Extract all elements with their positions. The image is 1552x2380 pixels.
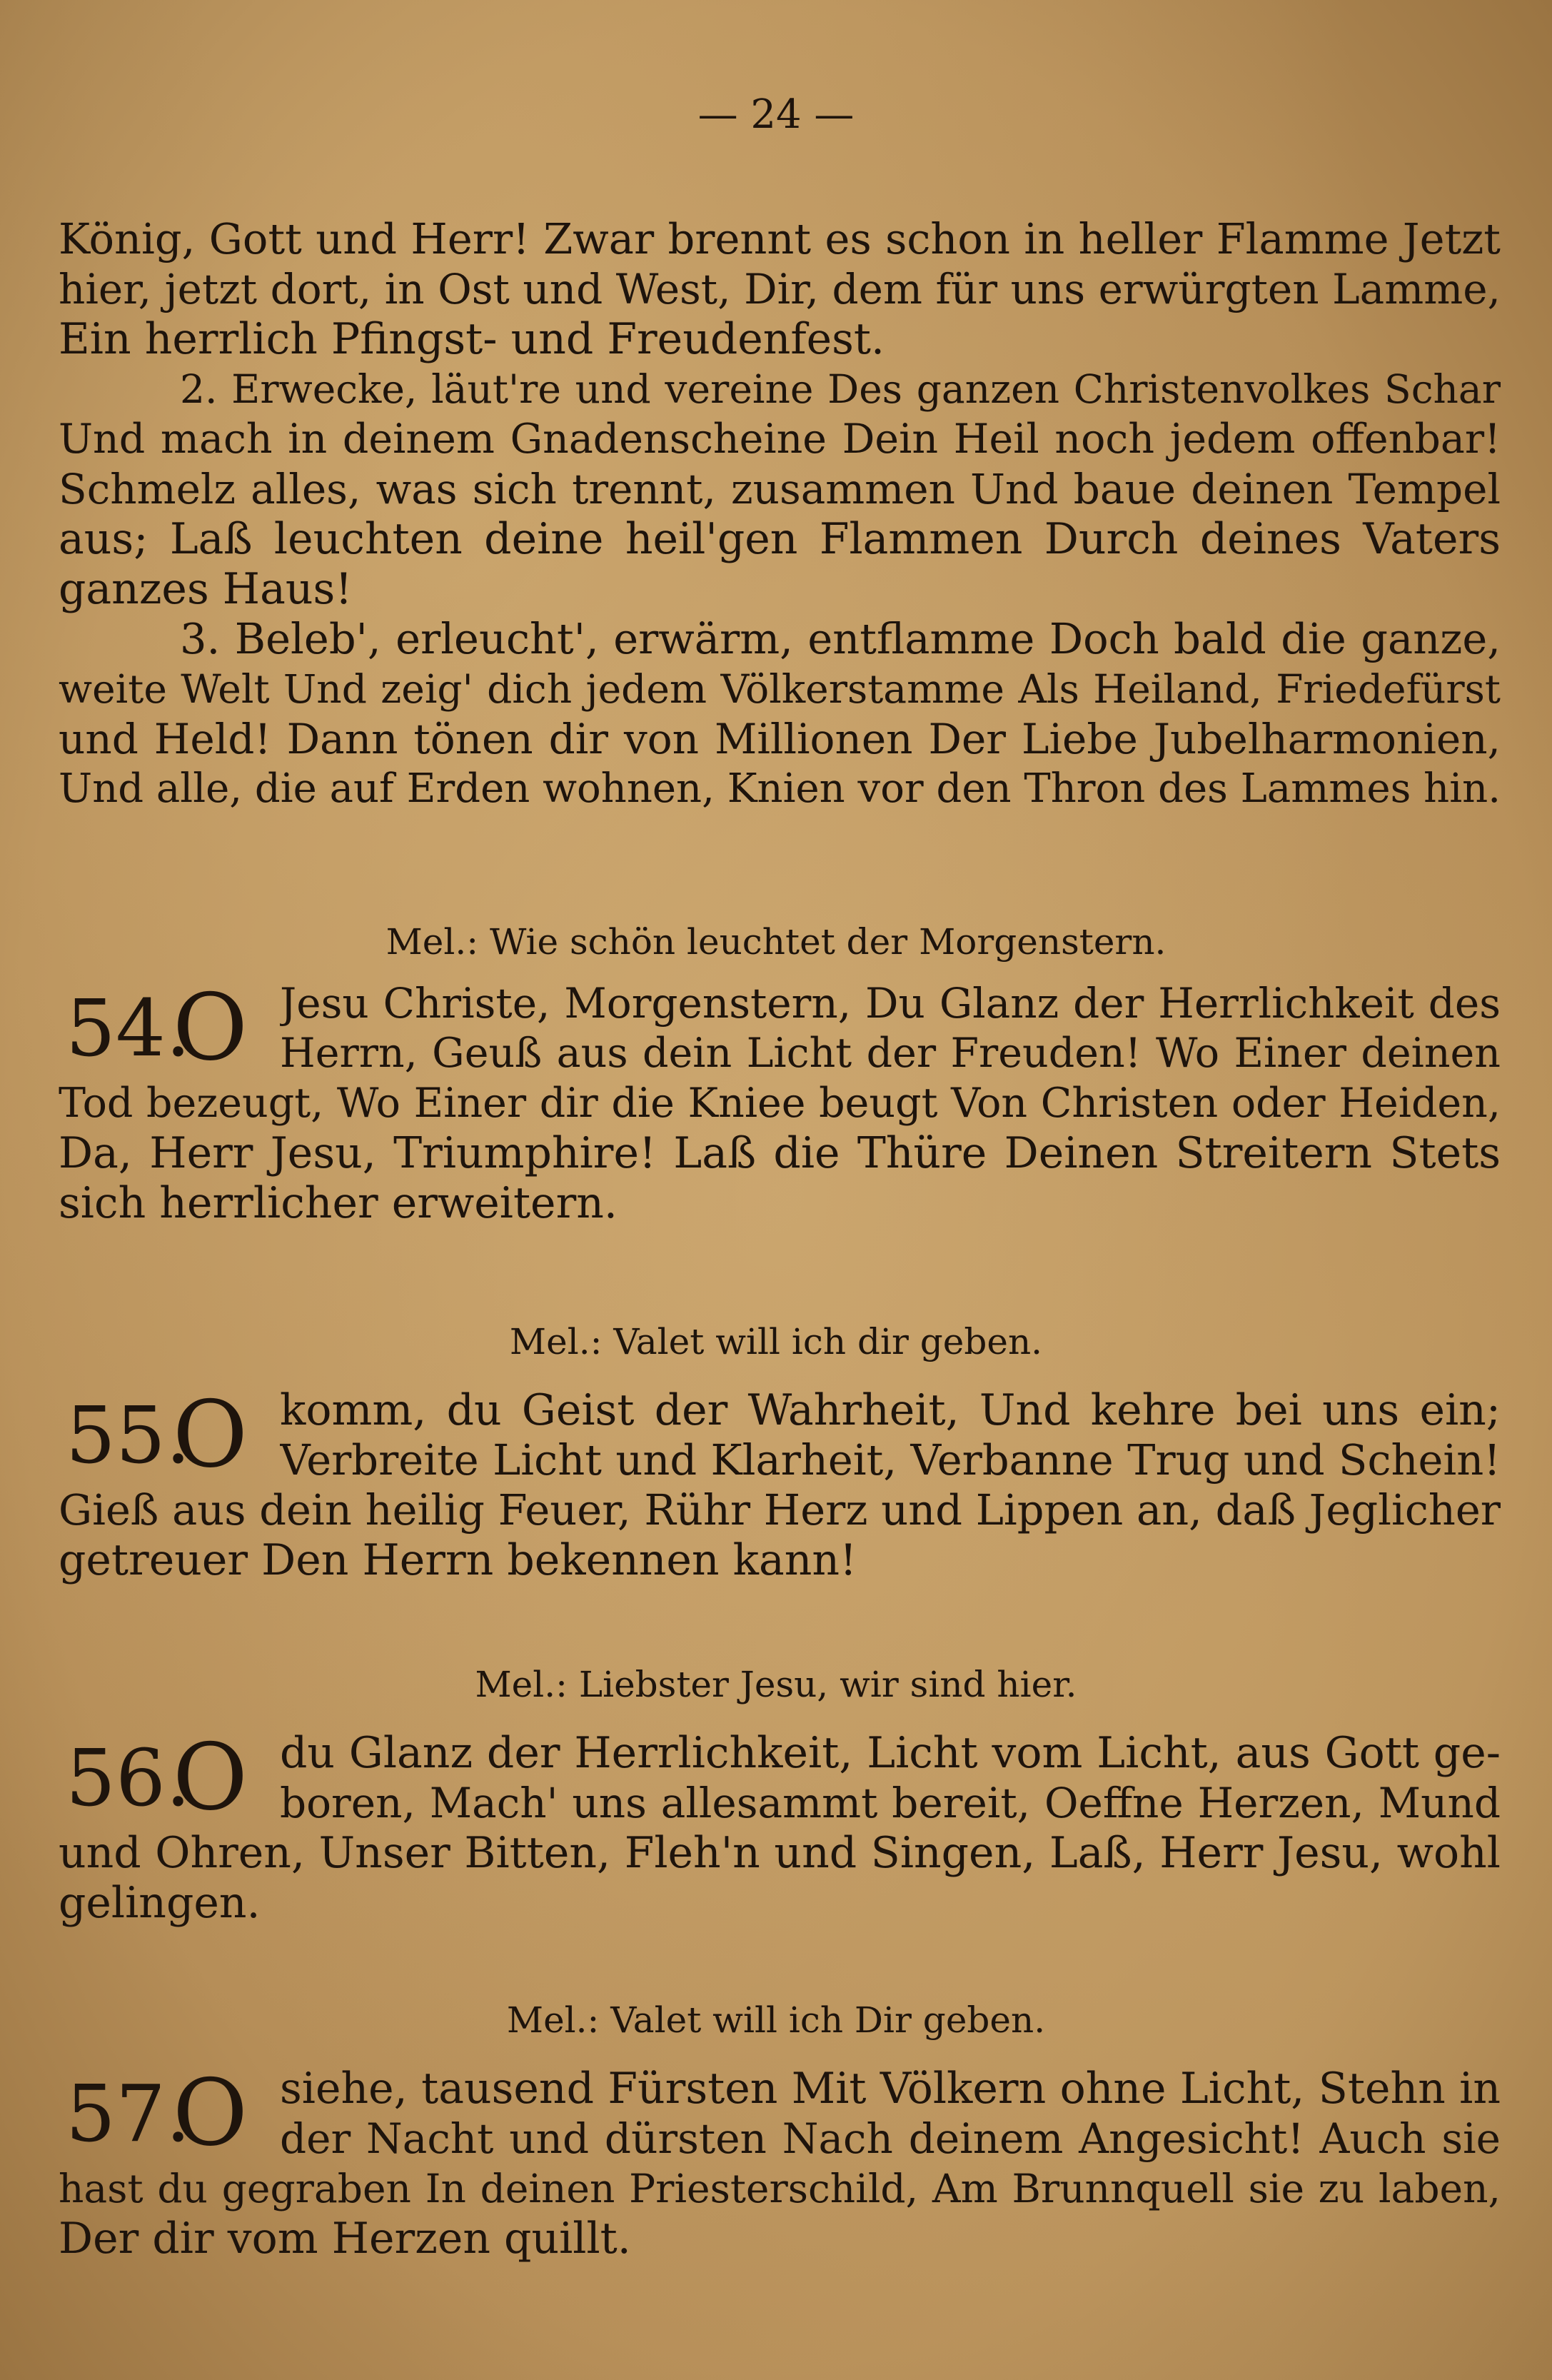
text-line: gelingen. bbox=[59, 1878, 261, 1928]
text-line: sich herrlicher erweitern. bbox=[59, 1178, 618, 1228]
melody-line: Mel.: Wie schön leuchtet der Morgenstern. bbox=[386, 921, 1166, 963]
text-line: und Held! Dann tönen dir von Millionen Der Liebe Jubelharmonien, bbox=[59, 715, 1501, 763]
text-line: hast du gegraben In deinen Priesterschild, Am Brunnquell sie zu laben, bbox=[59, 2166, 1501, 2211]
hymn-55 bbox=[59, 1382, 1501, 1585]
text-line: der Nacht und dürsten Nach deinem Angesicht! Auch sie bbox=[280, 2114, 1501, 2163]
text-line: König, Gott und Herr! Zwar brennt es schon in heller Flamme Jetzt bbox=[59, 214, 1501, 263]
text-line: ganzes Haus! bbox=[59, 564, 353, 614]
text-line: Ein herrlich Pfingst- und Freudenfest. bbox=[59, 314, 885, 364]
text-line: aus; Laß leuchten deine heil'gen Flammen Durch deines Vaters bbox=[59, 514, 1501, 564]
melody-line: Mel.: Valet will ich dir geben. bbox=[509, 1321, 1043, 1362]
text-line: siehe, tausend Fürsten Mit Völkern ohne Licht, Stehn in bbox=[280, 2064, 1501, 2114]
drop-initial: O bbox=[173, 2060, 248, 2166]
drop-initial: O bbox=[173, 1382, 248, 1488]
stanza-3-line: 3. Beleb', erleucht', erwärm, entflamme Doch bald die ganze, bbox=[180, 614, 1501, 663]
hymn-number: 54. bbox=[66, 983, 191, 1074]
hymn-number: 56. bbox=[66, 1732, 191, 1824]
text-line: Da, Herr Jesu, Triumphire! Laß die Thüre Deinen Streitern Stets bbox=[59, 1128, 1501, 1178]
text-line: komm, du Geist der Wahrheit, Und kehre bei uns ein; bbox=[280, 1385, 1501, 1435]
hymn-head bbox=[59, 1724, 1501, 1831]
hymn-head-lines bbox=[280, 1385, 1501, 1485]
text-line: hier, jetzt dort, in Ost und West, Dir, dem für uns erwürgten Lamme, bbox=[59, 265, 1501, 313]
text-line: getreuer Den Herrn bekennen kann! bbox=[59, 1535, 857, 1585]
melody-line: Mel.: Liebster Jesu, wir sind hier. bbox=[475, 1664, 1077, 1705]
text-line: Gieß aus dein heilig Feuer, Rühr Herz und Lippen an, daß Jeglicher bbox=[59, 1485, 1501, 1535]
hymn-head bbox=[59, 975, 1501, 1081]
hymn-54 bbox=[59, 975, 1501, 1228]
drop-initial: O bbox=[173, 975, 248, 1081]
hymn-head-lines bbox=[280, 2064, 1501, 2164]
text-line: Der dir vom Herzen quillt. bbox=[59, 2214, 631, 2264]
text-line: du Glanz der Herrlichkeit, Licht vom Licht, aus Gott ge- bbox=[280, 1728, 1501, 1778]
text-line: Verbreite Licht und Klarheit, Verbanne Trug und Schein! bbox=[280, 1435, 1501, 1485]
text-line: Und alle, die auf Erden wohnen, Knien vor den Thron des Lammes hin. bbox=[59, 765, 1501, 812]
text-line: weite Welt Und zeig' dich jedem Völkerstamme Als Heiland, Friedefürst bbox=[59, 666, 1501, 712]
stanza-block-continued bbox=[59, 214, 1501, 814]
melody-line: Mel.: Valet will ich Dir geben. bbox=[506, 1999, 1046, 2041]
hymn-head-lines bbox=[280, 1728, 1501, 1828]
text-line: Herrn, Geuß aus dein Licht der Freuden! Wo Einer deinen bbox=[280, 1030, 1501, 1077]
drop-initial: O bbox=[173, 1724, 248, 1831]
page-number: — 24 — bbox=[697, 91, 855, 138]
hymn-56 bbox=[59, 1724, 1501, 1928]
text-line: Schmelz alles, was sich trennt, zusammen Und baue deinen Tempel bbox=[59, 465, 1501, 513]
hymn-head-lines bbox=[280, 978, 1501, 1078]
text-line: Und mach in deinem Gnadenscheine Dein Heil noch jedem offenbar! bbox=[59, 416, 1501, 463]
hymn-head bbox=[59, 1382, 1501, 1488]
hymn-head bbox=[59, 2060, 1501, 2166]
text-line: und Ohren, Unser Bitten, Fleh'n und Singen, Laß, Herr Jesu, wohl bbox=[59, 1828, 1501, 1878]
text-line: Jesu Christe, Morgenstern, Du Glanz der Herrlichkeit des bbox=[280, 979, 1501, 1028]
hymn-57 bbox=[59, 2060, 1501, 2264]
hymn-number: 55. bbox=[66, 1390, 191, 1481]
stanza-2-line: 2. Erwecke, läut're und vereine Des ganzen Christenvolkes Schar bbox=[180, 366, 1501, 412]
hymn-number: 57. bbox=[66, 2068, 191, 2159]
text-line: boren, Mach' uns allesammt bereit, Oeffne Herzen, Mund bbox=[280, 1779, 1501, 1827]
text-line: Tod bezeugt, Wo Einer dir die Kniee beugt Von Christen oder Heiden, bbox=[59, 1080, 1501, 1127]
